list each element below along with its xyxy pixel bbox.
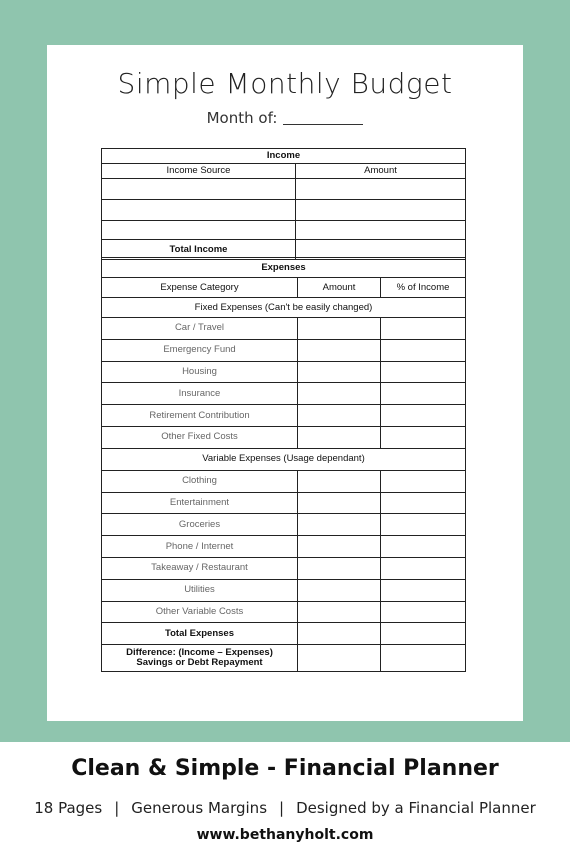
budget-sheet [47,45,523,721]
expense-percent-cell [380,580,465,601]
fixed-expenses-header: Fixed Expenses (Can't be easily changed) [194,301,373,313]
expense-amount-cell [297,405,380,426]
expense-amount-cell [297,340,380,361]
income-source-cell [102,221,295,239]
total-expenses-row [102,623,465,645]
expense-percent-cell [380,318,465,339]
expense-category-cell: Housing [182,366,217,377]
table-row [102,602,465,624]
table-row [102,383,465,405]
total-expenses-amount-cell [297,623,380,644]
expense-amount-cell [297,362,380,383]
feature-pages: 18 Pages [34,799,103,817]
income-amount-cell [295,200,465,220]
total-expenses-label: Total Expenses [165,627,234,639]
income-amount-cell [295,221,465,239]
expense-percent-cell [380,558,465,579]
expense-percent-cell [380,383,465,404]
expense-percent-cell [380,536,465,557]
month-label: Month of: [206,109,278,127]
expense-category-cell: Phone / Internet [165,540,234,552]
total-expenses-percent-cell [380,623,465,644]
table-row [102,471,465,493]
variable-expenses-header: Variable Expenses (Usage dependant) [202,453,365,465]
expense-percent-cell [380,405,465,426]
income-source-cell [102,179,295,199]
table-row [102,558,465,580]
feature-designer: Designed by a Financial Planner [296,799,536,817]
table-row [102,318,465,340]
expense-percent-cell [380,362,465,383]
expense-percent-cell [380,340,465,361]
expense-amount-cell [297,383,380,404]
expense-category-cell: Utilities [184,584,215,596]
expense-percent-cell [380,471,465,492]
expense-amount-cell [297,318,380,339]
income-header-row [102,149,465,164]
expense-amount-cell [297,427,380,448]
expense-amount-header: Amount [297,278,380,297]
expenses-section-header: Expenses [261,261,306,273]
table-row [102,493,465,515]
expenses-table [101,257,466,672]
expense-percent-cell [380,427,465,448]
difference-label-line2: Savings or Debt Repayment [136,657,263,669]
table-row [102,514,465,536]
expenses-header-row [102,258,465,278]
income-source-header: Income Source [166,165,231,177]
difference-percent-cell [380,645,465,671]
footer-title: Clean & Simple - Financial Planner [71,756,499,781]
table-row [102,580,465,602]
expense-category-cell: Insurance [178,387,221,399]
expense-category-cell: Groceries [178,518,221,530]
table-row [102,405,465,427]
expense-amount-cell [297,602,380,623]
expense-category-cell: Emergency Fund [163,344,236,356]
feature-separator: | [114,799,120,817]
table-row [102,340,465,362]
month-blank-line [283,123,363,125]
total-income-label: Total Income [169,243,228,255]
website-url: www.bethanyholt.com [196,827,374,843]
expense-category-cell: Entertainment [169,496,230,508]
income-table [101,148,466,260]
expense-category-cell: Clothing [182,475,217,487]
income-amount-cell [295,179,465,199]
table-row [102,362,465,384]
income-amount-header: Amount [295,164,465,178]
expense-percent-header: % of Income [380,278,465,297]
feature-margins: Generous Margins [131,799,268,817]
expenses-column-header-row [102,278,465,298]
expense-category-header: Expense Category [160,281,239,293]
expense-category-cell: Retirement Contribution [149,409,250,421]
expense-amount-cell [297,580,380,601]
table-row [102,536,465,558]
expense-category-cell: Other Variable Costs [155,605,244,617]
table-row [102,200,465,221]
feature-separator: | [279,799,285,817]
expense-category-cell: Other Fixed Costs [161,431,238,443]
difference-label-line1: Difference: (Income – Expenses) [126,647,273,659]
footer-features [0,799,570,817]
expense-amount-cell [297,493,380,514]
expense-amount-cell [297,514,380,535]
income-column-header-row [102,164,465,179]
expense-percent-cell [380,602,465,623]
document-title: Simple Monthly Budget [117,67,453,100]
expense-category-cell: Takeaway / Restaurant [151,562,248,574]
difference-label [102,645,297,671]
difference-row [102,645,465,671]
table-row [102,427,465,449]
income-source-cell [102,200,295,220]
expense-percent-cell [380,493,465,514]
expense-amount-cell [297,536,380,557]
table-row [102,179,465,200]
fixed-expenses-header-row [102,298,465,318]
expense-category-cell: Car / Travel [174,322,225,334]
expense-percent-cell [380,514,465,535]
expense-amount-cell [297,471,380,492]
expense-amount-cell [297,558,380,579]
difference-amount-cell [297,645,380,671]
month-field [47,109,523,127]
variable-expenses-header-row [102,449,465,471]
income-section-header: Income [266,150,301,162]
table-row [102,221,465,240]
